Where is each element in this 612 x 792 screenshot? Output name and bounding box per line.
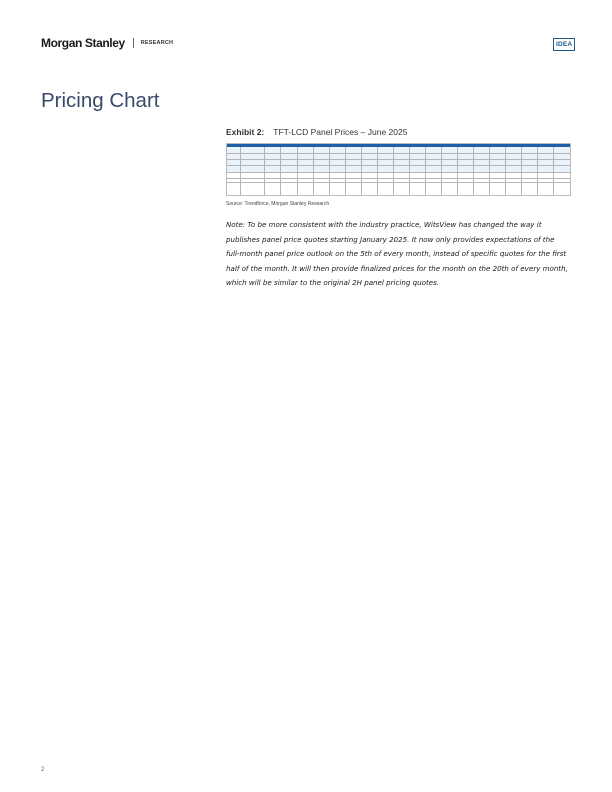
section-label: RESEARCH [140,40,174,46]
table-column-line [489,147,490,195]
table-column-line [361,147,362,195]
exhibit-title: TFT-LCD Panel Prices – June 2025 [273,127,408,137]
table-column-line [280,147,281,195]
table-row-line [227,178,570,179]
table-column-line [537,147,538,195]
table-column-line [425,147,426,195]
methodology-note: Note: To be more consistent with the industry practice, WitsView has changed the way it publishes panel price quotes starting January 2025. It now only provides expectations of the full-month panel price outlook on the 5th of every month, instead of specific quotes for the first half of the month. It will then provide finalized prices for the month on the 20th of every month, which will be similar to the original 2H panel pricing quotes. [226,220,568,288]
page-number: 2 [41,767,45,773]
table-row-line [227,165,570,166]
idea-badge: IDEA [553,38,575,51]
table-column-line [473,147,474,195]
price-table-image [226,143,571,196]
table-column-line [313,147,314,195]
table-row-line [227,153,570,154]
exhibit-source: Source: Trendforce, Morgan Stanley Research [226,201,330,207]
table-row-marker: · [228,155,229,158]
table-row-marker: · [228,168,229,171]
table-column-line [409,147,410,195]
exhibit-label: Exhibit 2: [226,127,265,137]
table-row-line [227,159,570,160]
table-row-marker: · [228,161,229,164]
page-title: Pricing Chart [41,89,160,112]
table-row-line [227,182,570,183]
table-shaded-rows [227,147,570,172]
table-column-line [505,147,506,195]
table-column-line [345,147,346,195]
table-column-line [377,147,378,195]
brand-divider [133,38,134,48]
table-column-line [264,147,265,195]
brand-logo-text: Morgan Stanley [41,36,125,50]
table-column-line [329,147,330,195]
table-column-line [553,147,554,195]
table-column-line [441,147,442,195]
table-column-line [240,147,241,195]
table-column-line [297,147,298,195]
table-column-line [521,147,522,195]
table-row-marker: · [228,149,229,152]
exhibit-header [226,127,569,137]
table-column-line [457,147,458,195]
brand-header [41,36,173,50]
table-row-line [227,172,570,173]
table-column-line [393,147,394,195]
